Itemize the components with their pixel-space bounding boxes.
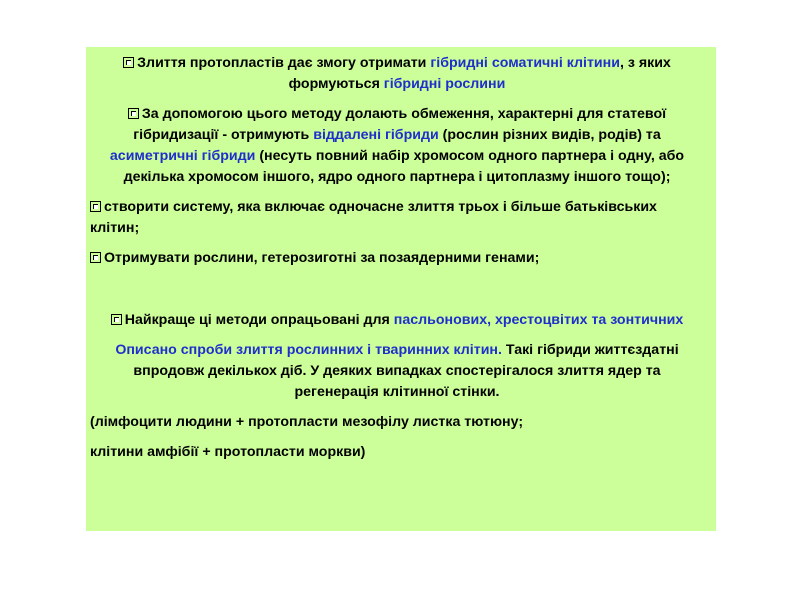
paragraph-heterozygous-plants: Отримувати рослини, гетерозиготні за позаядерними генами; (90, 248, 704, 269)
slide-content-box (86, 47, 716, 531)
checkbox-bullet-icon (90, 252, 101, 263)
highlight-hybrid-cells: гібридні соматичні клітини (430, 55, 620, 71)
paragraph-protoplast-fusion: Злиття протопластів дає змогу отримати гібридні соматичні клітини, з яких формуються гібридні рослини (90, 53, 704, 95)
highlight-plant-families: пасльонових, хрестоцвітих та зонтичних (393, 312, 684, 328)
checkbox-bullet-icon (111, 314, 122, 325)
paragraph-plant-animal-fusion: Описано спроби злиття рослинних і тваринних клітин. Такі гібриди життєздатні впродовж декількох діб. У деяких випадках спостерігалося злиття ядер та регенерація клітинної стінки. (115, 342, 679, 400)
highlight-asymmetric-hybrids: асиметричні гібриди (109, 148, 256, 164)
paragraph-example-amphibian: клітини амфібії + протопласти моркви) (90, 444, 366, 460)
paragraph-best-studied-families: Найкраще ці методи опрацьовані для пасльонових, хрестоцвітих та зонтичних (90, 310, 704, 331)
paragraph-three-cell-fusion: створити систему, яка включає одночасне злиття трьох і більше батьківських клітин; (90, 199, 657, 236)
highlight-hybrid-plants: гібридні рослини (383, 76, 506, 92)
checkbox-bullet-icon (90, 201, 101, 212)
spacer (90, 278, 704, 310)
highlight-distant-hybrids: віддалені гібриди (313, 127, 439, 143)
highlight-plant-animal-fusion: Описано спроби злиття рослинних і тваринних клітин. (115, 342, 502, 358)
paragraph-method-advantages: За допомогою цього методу долають обмеження, характерні для статевої гібридизації - отримують віддалені гібриди (рослин різних видів, родів) та асиметричні гібриди (несуть повний набір хромосом одного партнера і одну, або декілька хромосом іншого, ядро одного партнера і цитоплазму іншого тощо); (109, 106, 685, 185)
checkbox-bullet-icon (128, 108, 139, 119)
paragraph-example-lymphocytes: (лімфоцити людини + протопласти мезофілу листка тютюну; (90, 414, 524, 430)
checkbox-bullet-icon (123, 57, 134, 68)
